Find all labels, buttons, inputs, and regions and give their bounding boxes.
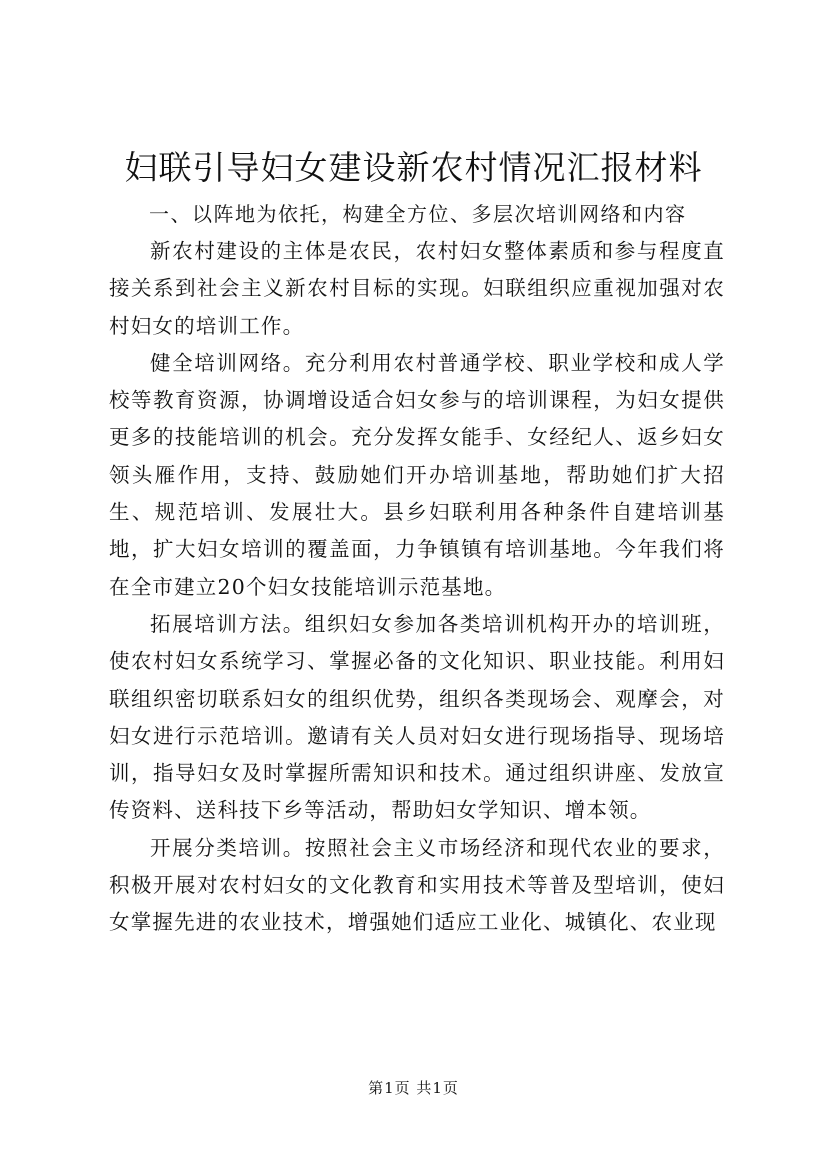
section-heading: 一、以阵地为依托，构建全方位、多层次培训网络和内容: [149, 202, 687, 226]
document-body: [109, 196, 725, 942]
paragraph-training-methods: 拓展培训方法。组织妇女参加各类培训机构开办的培训班，使农村妇女系统学习、掌握必备的文化知识、职业技能。利用妇联组织密切联系妇女的组织优势，组织各类现场会、观摩会，对妇女进行示范培训。邀请有关人员对妇女进行现场指导、现场培训，指导妇女及时掌握所需知识和技术。通过组织讲座、发放宣传资料、送科技下乡等活动，帮助妇女学知识、增本领。: [109, 611, 725, 823]
document-title: 妇联引导妇女建设新农村情况汇报材料: [124, 148, 703, 187]
paragraph-intro: 新农村建设的主体是农民，农村妇女整体素质和参与程度直接关系到社会主义新农村目标的实现。妇联组织应重视加强对农村妇女的培训工作。: [109, 239, 725, 338]
page-footer: 第1页 共1页: [368, 1079, 459, 1097]
paragraph-classified-training: 开展分类培训。按照社会主义市场经济和现代农业的要求，积极开展对农村妇女的文化教育和实用技术等普及型培训，使妇女掌握先进的农业技术，增强她们适应工业化、城镇化、农业现: [109, 835, 725, 935]
paragraph-training-network: 健全培训网络。充分利用农村普通学校、职业学校和成人学校等教育资源，协调增设适合妇女参与的培训课程，为妇女提供更多的技能培训的机会。充分发挥女能手、女经纪人、返乡妇女领头雁作用，支持、鼓励她们开办培训基地，帮助她们扩大招生、规范培训、发展壮大。县乡妇联利用各种条件自建培训基地，扩大妇女培训的覆盖面，力争镇镇有培训基地。今年我们将在全市建立20个妇女技能培训示范基地。: [109, 350, 725, 599]
